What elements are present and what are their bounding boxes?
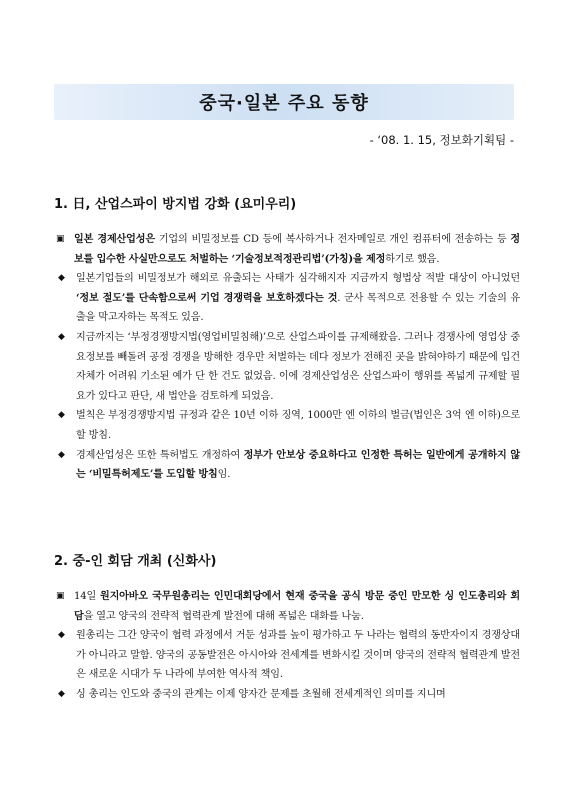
text-run: 임. [217,469,231,481]
section-1-heading: 1. 日, 산업스파이 방지법 강화 (요미우리) [54,197,297,212]
diamond-bullet-icon: ◆ [58,688,65,699]
title-banner [54,84,514,120]
section-2-main-paragraph [54,587,520,626]
bullet-text [76,626,520,685]
bullet-text [76,406,520,445]
paragraph-text [74,230,520,269]
square-bullet-icon: ▣ [56,591,65,601]
bold-text-run: ‘정보 절도’를 단속함으로써 기업 경쟁력을 보호하겠다는 것 [76,292,338,304]
page-title: 중국·일본 주요 동향 [199,93,369,114]
bullet-text [76,685,520,705]
section-1-bullet-1 [54,269,520,328]
paragraph-text [74,587,520,626]
bullet-text [76,269,520,328]
section-2-bullet-1 [54,626,520,685]
text-run: 14일 [74,591,100,602]
text-run: 지금까지는 ‘부정경쟁방지법(영업비밀침해)’으로 산업스파이를 규제해왔음. 그러나 경쟁사에 영업상 중요정보를 빼돌려 공정 경쟁을 방해한 경우만 처벌하는 데다 정보가 전해진 곳을 밝혀야하기 때문에 입건자체가 어려워 기소된 예가 단 한 건도 없었음. 이에 경제산업성은 산업스파이 행위를 폭넓게 규제할 필요가 있다고 판단, 새 법안을 검토하게 되었음. [76,331,520,402]
text-run: 하기로 했음. [385,253,440,265]
text-run: 기업의 비밀정보를 CD 등에 복사하거나 전자메일로 개인 컴퓨터에 전송하는 등 [154,234,511,245]
bullet-text [76,446,520,485]
bold-text-run: 일본 경제산업성은 [74,234,155,245]
section-2-bullet-2 [54,685,520,705]
text-run: 원총리는 그간 양국이 협력 과정에서 거둔 성과를 높이 평가하고 두 나라는 협력의 동반자이지 경쟁상대가 아니라고 말함. 양국의 공동발전은 아시아와 전세계를 변화시킬 것이며 양국의 전략적 협력관계 발전은 새로운 시대가 두 나라에 부여한 역사적 책임. [76,630,520,681]
section-1-bullet-2 [54,328,520,406]
diamond-bullet-icon: ◆ [58,331,65,342]
section-1-bullet-4 [54,446,520,485]
text-run: 벌칙은 부정경쟁방지법 규정과 같은 10년 이하 징역, 1000만 엔 이하의 벌금(법인은 3억 엔 이하)으로 할 방침. [76,410,520,441]
bold-text-run: 정부가 안보상 중요하다고 인정한 특허는 일반에게 공개하지 않는 ‘비밀특허제도’를 도입할 방침 [76,449,520,481]
text-run: 싱 총리는 인도와 중국의 관계는 이제 양자간 문제를 초월해 전세계적인 의미를 지니며 [76,688,446,700]
diamond-bullet-icon: ◆ [58,449,65,460]
bold-text-run: 정보를 입수한 사실만으로도 처벌하는 ‘기술정보적정관리법’(가칭)을 제정 [74,234,521,265]
text-run: 경제산업성은 또한 특허법도 개정하여 [76,449,244,461]
section-1-main-paragraph [54,230,520,269]
bullet-text [76,328,520,406]
section-1-bullet-3 [54,406,520,445]
diamond-bullet-icon: ◆ [58,630,65,641]
text-run: . 군사 목적으로 전용할 수 있는 기술의 유출을 막고자하는 목적도 있음. [76,292,521,324]
section-1 [54,193,520,485]
section-2-heading: 2. 중-인 회담 개최 (신화사) [54,554,217,569]
square-bullet-icon: ▣ [56,234,65,244]
dateline: - ‘08. 1. 15, 정보화기획팀 - [369,133,514,147]
text-run: 을 열고 양국의 전략적 협력관계 발전에 대해 폭넓은 대화를 나눔. [83,610,364,622]
diamond-bullet-icon: ◆ [58,273,65,284]
section-2 [54,550,520,705]
text-run: 일본기업들의 비밀정보가 해외로 유출되는 사태가 심각해지자 지금까지 형법상 적발 대상이 아니었던 [76,273,520,285]
diamond-bullet-icon: ◆ [58,410,65,421]
bold-text-run: 원지아바오 국무원총리는 인민대회당에서 현재 중국을 공식 방문 중인 만모한 싱 인도총리와 회담 [74,591,520,622]
